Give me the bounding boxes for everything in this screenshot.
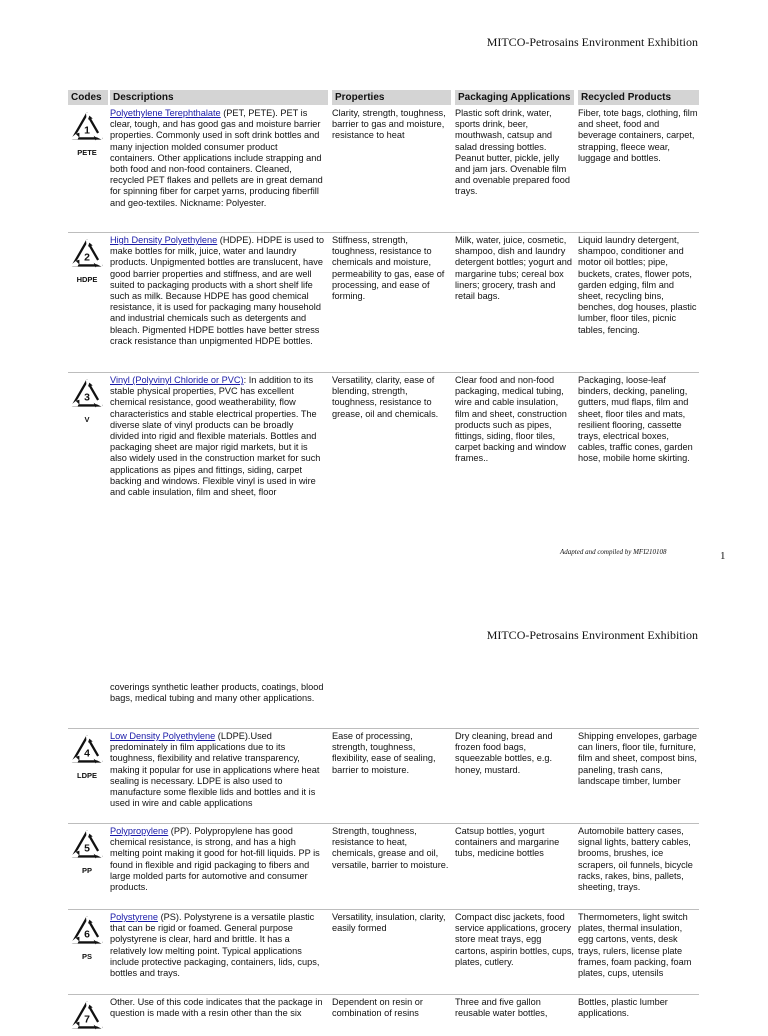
table-row (68, 232, 699, 373)
recycle-triangle-icon (68, 109, 106, 147)
table-row (68, 106, 699, 232)
recycled-cell: Automobile battery cases, signal lights, battery cables, brooms, brushes, ice scrapers, oil funnels, bicycle racks, rakes, bins, pallets, sheeting, trays. (578, 826, 693, 893)
recycling-code (68, 236, 106, 284)
recycle-triangle-icon (68, 827, 106, 865)
description-link[interactable]: Low Density Polyethylene (110, 731, 216, 741)
page-number: 1 (720, 550, 726, 562)
code-abbreviation: V (84, 415, 90, 424)
properties-cell: Ease of processing, strength, toughness, flexibility, ease of sealing, barrier to moisture. (332, 731, 436, 775)
recycling-code (68, 913, 106, 961)
table-row (68, 994, 699, 1025)
svg-text:1: 1 (84, 125, 90, 137)
description-link[interactable]: Polystyrene (110, 912, 159, 922)
recycling-code (68, 376, 106, 424)
svg-text:7: 7 (84, 1014, 90, 1026)
description-cell: Low Density Polyethylene (LDPE).Used predominately in film applications due to its toughness, flexibility and relative transparency, making it popular for use in applications where heat sealing is necessary. LDPE is also used to manufacture some flexible lids and bottles and it is used in wire and cable applications (110, 731, 320, 809)
properties-cell: Versatility, insulation, clarity, easily formed (332, 912, 446, 934)
recycle-triangle-icon (68, 236, 106, 274)
column-header-recycled: Recycled Products (578, 90, 699, 105)
recycled-cell: Fiber, tote bags, clothing, film and sheet, food and beverage containers, carpet, strapping, fleece wear, luggage and bottles. (578, 108, 698, 163)
description-cell: Polystyrene (PS). Polystyrene is a versatile plastic that can be rigid or foamed. General purpose polystyrene is clear, hard and brittle. It has a relatively low melting point. Typical applications include protective packaging, containers, lids, cups, bottles and trays. (110, 912, 320, 979)
description-link[interactable]: Polyethylene Terephthalate (110, 108, 221, 118)
page-header: MITCO-Petrosains Environment Exhibition (486, 35, 698, 49)
properties-cell: Dependent on resin or combination of resins (332, 997, 423, 1019)
description-cell: Vinyl (Polyvinyl Chloride or PVC): In addition to its stable physical properties, PVC has excellent chemical resistance, good weatherability, flow characteristics and stable electrical properties. The diverse slate of vinyl products can be broadly divided into rigid and flexible materials. Bottles and packaging sheet are major rigid markets, but it is also widely used in the construction market for such applications as pipes and fittings, siding, carpet backing and windows. Flexible vinyl is used in wire and cable insulation, film and sheet, floor (110, 375, 321, 498)
packaging-cell: Clear food and non-food packaging, medical tubing, wire and cable insulation, film and sheet, construction products such as pipes, fittings, siding, floor tiles, carpet backing and window frames.. (455, 375, 567, 464)
column-header-packaging: Packaging Applications (455, 90, 574, 105)
packaging-cell: Plastic soft drink, water, sports drink, beer, mouthwash, catsup and salad dressing bottles. Peanut butter, pickle, jelly and jam jars. Ovenable film and ovenable prepared food trays. (455, 108, 570, 197)
code-abbreviation: PS (81, 952, 92, 961)
packaging-cell: Three and five gallon reusable water bottles, (455, 997, 548, 1019)
recycle-triangle-icon (68, 376, 106, 414)
svg-text:6: 6 (84, 929, 90, 941)
description-cell: Polyethylene Terephthalate (PET, PETE). PET is clear, tough, and has good gas and moisture barrier properties. Commonly used in soft drink bottles and many injection molded consumer product containers. Other applications include strapping and both food and non-food containers. Cleaned, recycled PET flakes and pellets are in great demand for spinning fiber for carpet yarns, producing fiberfill and geo-textiles. Nickname: Polyester. (110, 108, 323, 208)
packaging-cell: Dry cleaning, bread and frozen food bags, squeezable bottles, e.g. honey, mustard. (455, 731, 553, 775)
column-header-codes: Codes (68, 90, 108, 105)
description-cell: Other. Use of this code indicates that the package in question is made with a resin other than the six (110, 997, 323, 1019)
packaging-cell: Catsup bottles, yogurt containers and margarine tubs, medicine bottles (455, 826, 560, 859)
svg-text:4: 4 (84, 748, 90, 760)
svg-text:5: 5 (84, 843, 90, 855)
code-abbreviation: PP (81, 866, 92, 875)
continuation-text: coverings synthetic leather products, coatings, blood bags, medical tubing and many other applications. (110, 682, 324, 704)
description-cell: High Density Polyethylene (HDPE). HDPE is used to make bottles for milk, juice, water and laundry products. Unpigmented bottles are translucent, have good barrier properties and stiffness, and are well suited to packaging products with a short shelf life such as milk. Because HDPE has good chemical resistance, it is used for packaging many household and industrial chemicals such as detergents and bleach. Pigmented HDPE bottles have better stress crack resistance than unpigmented HDPE bottles. (110, 235, 324, 346)
description-link[interactable]: Vinyl (Polyvinyl Chloride or PVC) (110, 375, 244, 385)
recycled-cell: Packaging, loose-leaf binders, decking, paneling, gutters, mud flaps, film and sheet, floor tiles and mats, resilient flooring, cassette trays, electrical boxes, cables, traffic cones, garden hose, mobile home skirting. (578, 375, 693, 464)
recycled-cell: Thermometers, light switch plates, thermal insulation, egg cartons, vents, desk trays, rulers, license plate frames, foam packing, foam plates, cups, utensils (578, 912, 692, 979)
recycling-code (68, 109, 106, 157)
column-header-descriptions: Descriptions (110, 90, 328, 105)
recycled-cell: Liquid laundry detergent, shampoo, conditioner and motor oil bottles; pipe, buckets, crates, flower pots, garden edging, film and sheet, recycling bins, benches, dog houses, plastic lumber, floor tiles, picnic tables, fencing. (578, 235, 697, 335)
description-cell: Polypropylene (PP). Polypropylene has good chemical resistance, is strong, and has a high melting point making it good for hot-fill liquids. PP is found in flexible and rigid packaging to fibers and large molded parts for automotive and consumer products. (110, 826, 320, 893)
code-abbreviation: LDPE (76, 771, 97, 780)
table-row (68, 909, 699, 995)
description-link[interactable]: Polypropylene (110, 826, 169, 836)
svg-text:2: 2 (84, 252, 90, 264)
recycling-code (68, 998, 106, 1036)
code-abbreviation: PETE (77, 148, 97, 157)
properties-cell: Versatility, clarity, ease of blending, strength, toughness, resistance to grease, oil and chemicals. (332, 375, 439, 419)
recycled-cell: Shipping envelopes, garbage can liners, floor tile, furniture, film and sheet, compost bins, paneling, trash cans, landscape timber, lumber (578, 731, 698, 786)
table-row (68, 372, 699, 505)
recycling-code (68, 732, 106, 780)
page-footer: Adapted and compiled by MFI210108 (560, 548, 667, 556)
page-header: MITCO-Petrosains Environment Exhibition (486, 628, 698, 642)
properties-cell: Stiffness, strength, toughness, resistance to chemicals and moisture, permeability to gas, ease of processing, and ease of forming. (332, 235, 445, 302)
column-header-properties: Properties (332, 90, 451, 105)
properties-cell: Strength, toughness, resistance to heat, chemicals, grease and oil, versatile, barrier to moisture. (332, 826, 449, 870)
description-link[interactable]: High Density Polyethylene (110, 235, 218, 245)
table-row (68, 728, 699, 824)
packaging-cell: Milk, water, juice, cosmetic, shampoo, dish and laundry detergent bottles; yogurt and margarine tubs; cereal box liners; grocery, trash and retail bags. (455, 235, 572, 302)
recycled-cell: Bottles, plastic lumber applications. (578, 997, 668, 1019)
recycling-code (68, 827, 106, 875)
table-row (68, 823, 699, 910)
properties-cell: Clarity, strength, toughness, barrier to gas and moisture, resistance to heat (332, 108, 446, 141)
code-abbreviation: HDPE (76, 275, 98, 284)
recycle-triangle-icon (68, 732, 106, 770)
recycle-triangle-icon (68, 913, 106, 951)
svg-text:3: 3 (84, 392, 90, 404)
recycle-triangle-icon (68, 998, 106, 1036)
packaging-cell: Compact disc jackets, food service applications, grocery store meat trays, egg cartons, aspirin bottles, cups, plates, cutlery. (455, 912, 574, 967)
